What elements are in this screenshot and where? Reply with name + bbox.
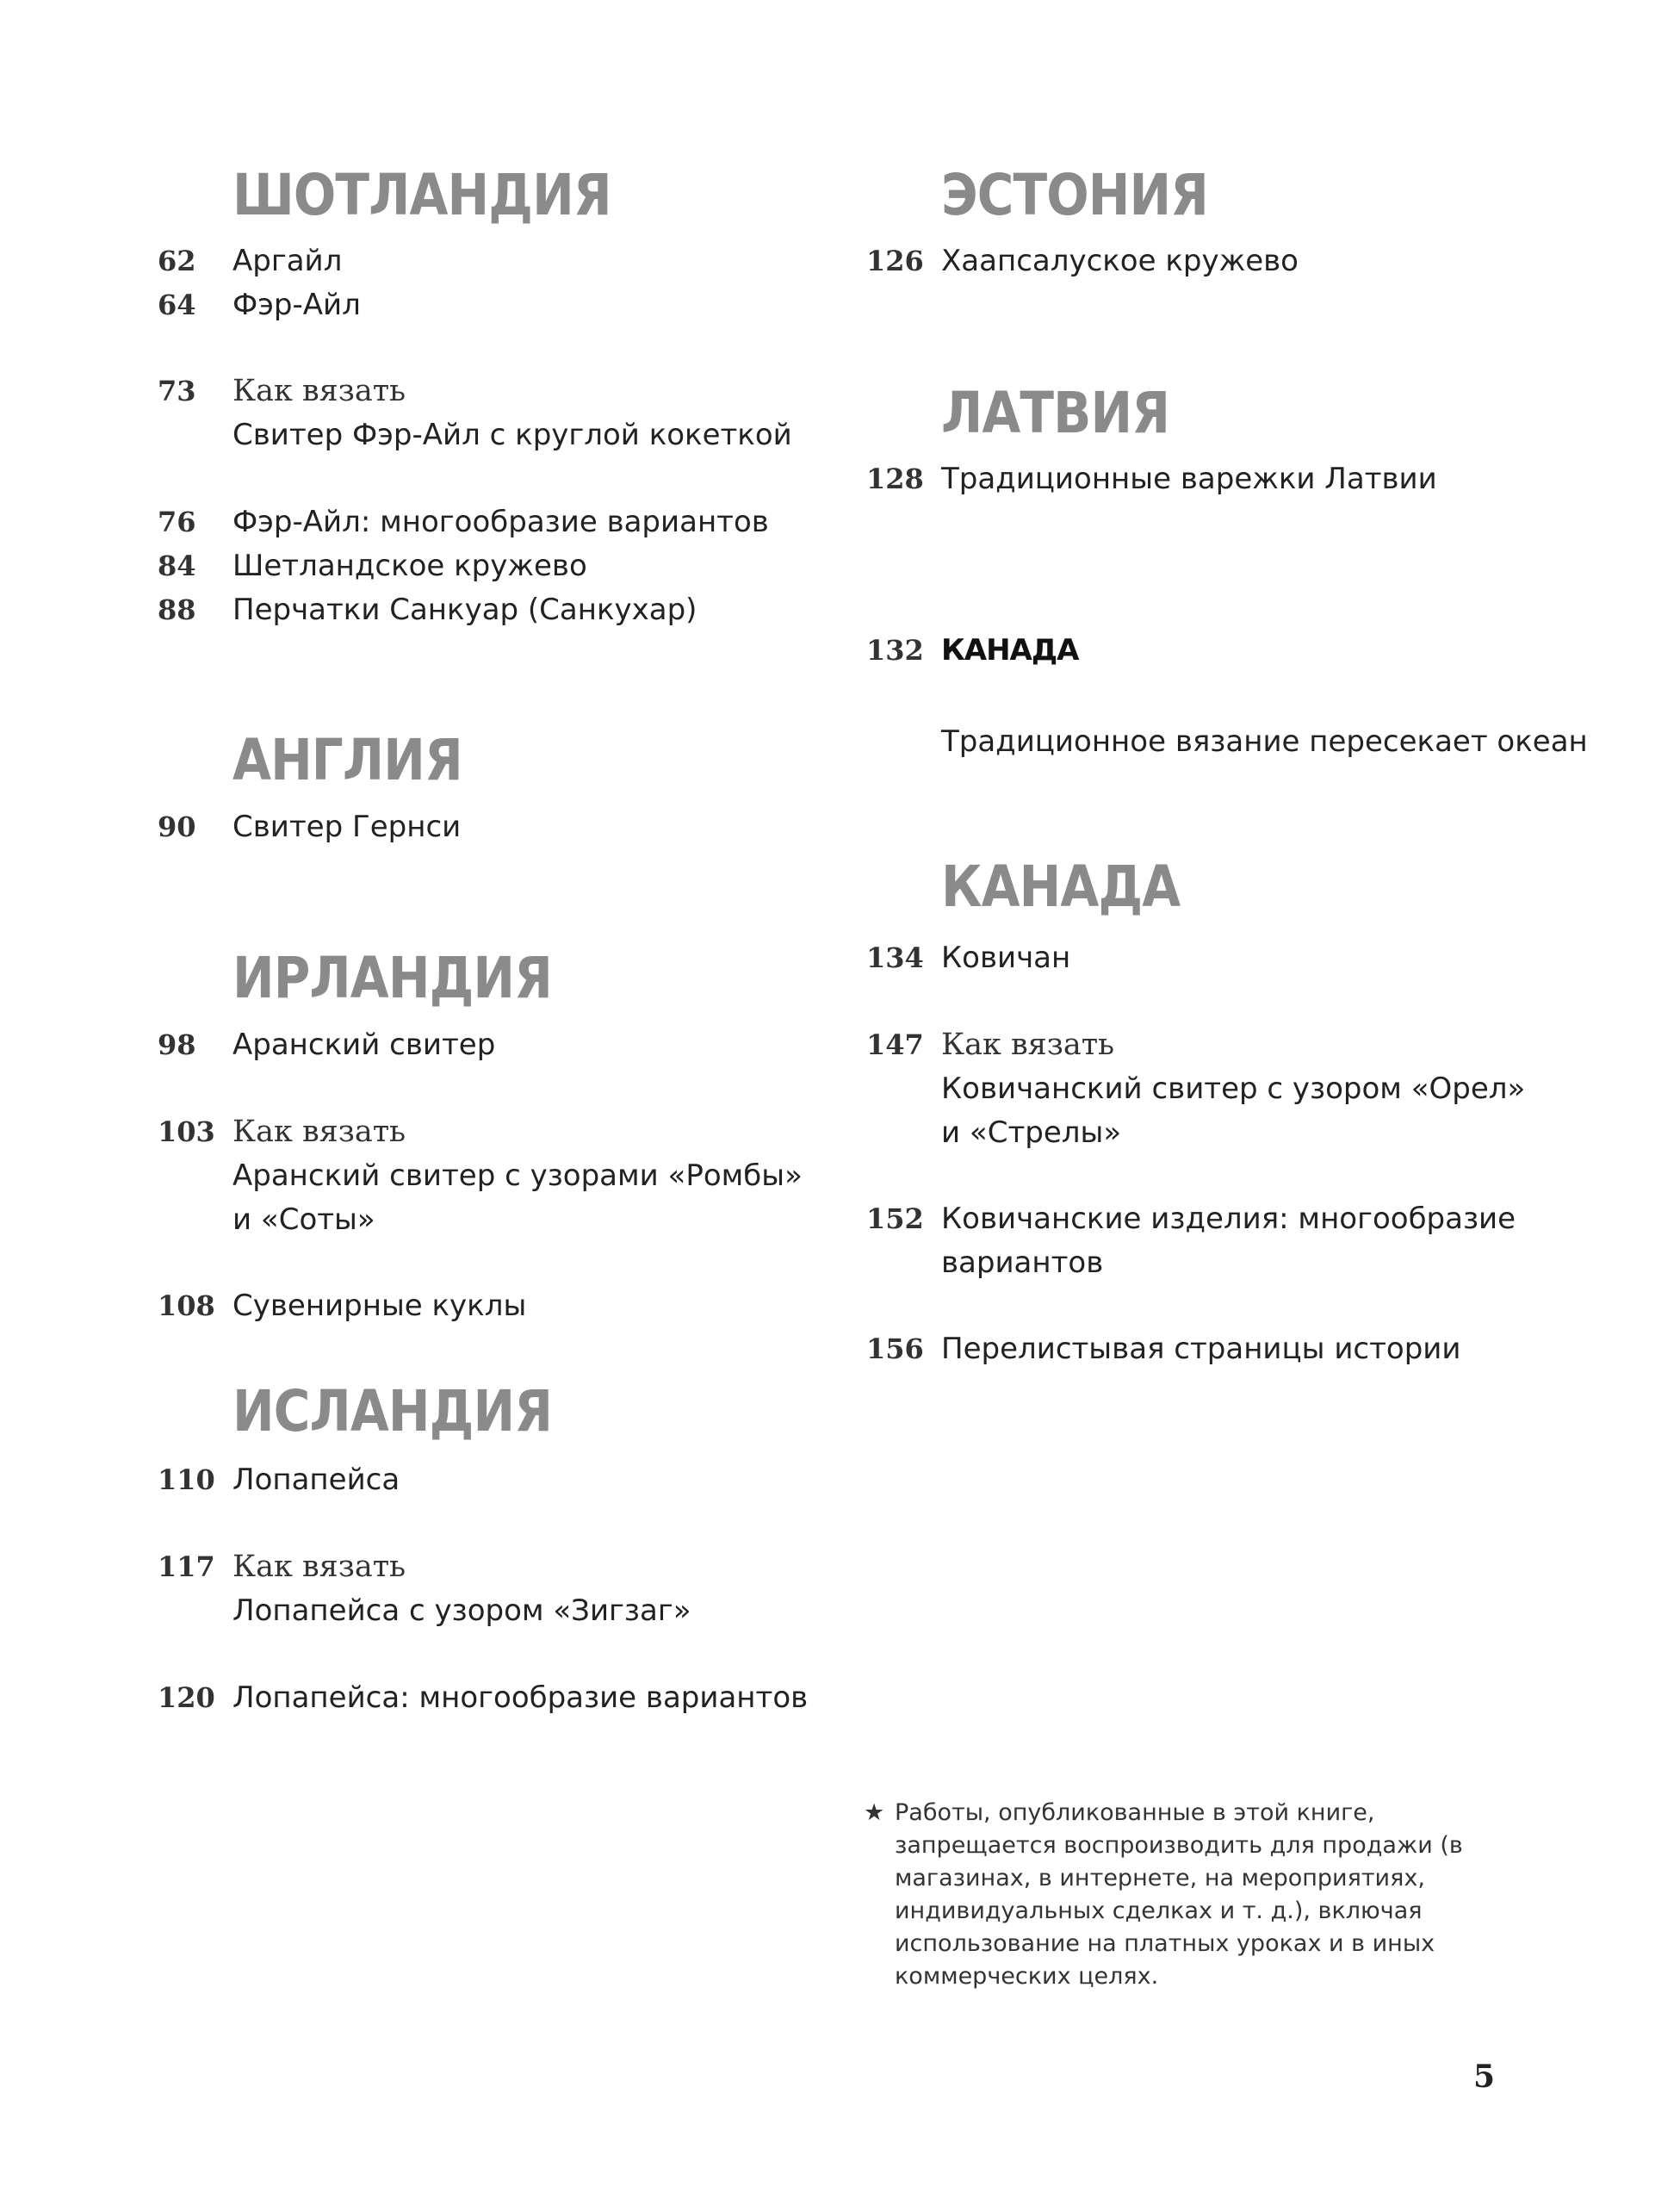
page-number: 120 <box>158 1681 215 1714</box>
entry-title: Фэр-Айл <box>232 288 361 322</box>
toc-entry <box>158 239 829 283</box>
page-number: 147 <box>866 1028 924 1061</box>
toc-entry <box>158 587 829 632</box>
toc-entry <box>866 239 1555 283</box>
toc-entry <box>158 1544 829 1589</box>
toc-entry <box>158 369 829 413</box>
howto-label: Как вязать <box>232 1550 406 1584</box>
entry-title: Хаапсалуское кружево <box>941 244 1299 278</box>
entry-title: вариантов <box>941 1245 1104 1280</box>
footnote-text: Работы, опубликованные в этой книге, запрещается воспроизводить для продажи (в магазинах, в интернете, на мероприятиях, индивидуальных сделках и т. д.), включая использование на платных уроках и в иных коммерческих целях. <box>895 1799 1463 1990</box>
page-number: 134 <box>866 941 924 974</box>
toc-entry-continuation <box>158 413 829 457</box>
entry-title: Ковичанские изделия: многообразие <box>941 1202 1516 1236</box>
entry-title: Аргайл <box>232 244 343 278</box>
footnote <box>864 1797 1518 1993</box>
page-number: 103 <box>158 1115 215 1148</box>
howto-label: Как вязать <box>941 1028 1115 1062</box>
toc-entry-continuation <box>866 1066 1555 1111</box>
section-heading-iceland: ИСЛАНДИЯ <box>232 1378 553 1444</box>
section-heading-estonia: ЭСТОНИЯ <box>941 162 1209 228</box>
howto-label: Как вязать <box>232 374 406 408</box>
toc-entry <box>866 1196 1555 1241</box>
page-number: 64 <box>158 289 196 321</box>
page-number: 62 <box>158 245 196 277</box>
toc-entry <box>158 543 829 588</box>
entry-title: Сувенирные куклы <box>232 1289 527 1323</box>
entry-title: Традиционное вязание пересекает океан <box>941 724 1588 759</box>
entry-title: Шетландское кружево <box>232 549 587 583</box>
toc-entry-continuation <box>866 1240 1555 1285</box>
entry-title: Ковичан <box>941 941 1071 975</box>
toc-entry <box>158 804 829 849</box>
toc-entry <box>158 1022 829 1067</box>
toc-entry-continuation <box>866 719 1588 764</box>
entry-title: Лопапейса <box>232 1463 400 1497</box>
toc-entry <box>158 500 829 544</box>
toc-entry <box>866 1326 1555 1371</box>
entry-title: Фэр-Айл: многообразие вариантов <box>232 505 769 539</box>
page-number: 73 <box>158 375 196 407</box>
toc-entry <box>158 283 829 327</box>
toc-entry <box>866 935 1555 980</box>
page-number: 117 <box>158 1550 215 1583</box>
inline-section-heading: КАНАДА <box>941 633 1079 668</box>
toc-entry-continuation <box>158 1153 829 1198</box>
page-number: 110 <box>158 1463 215 1496</box>
entry-title: и «Стрелы» <box>941 1115 1122 1150</box>
toc-entry-continuation <box>866 1110 1555 1155</box>
page-number-footer: 5 <box>1472 2059 1495 2095</box>
page-number: 84 <box>158 550 196 582</box>
toc-entry <box>158 1109 829 1154</box>
toc-entry <box>866 457 1555 501</box>
star-icon: ★ <box>864 1799 885 1826</box>
toc-entry-continuation <box>158 1197 829 1242</box>
page-number: 126 <box>866 245 924 277</box>
toc-entry <box>866 628 1555 673</box>
toc-entry <box>158 1457 829 1502</box>
page-number: 132 <box>866 634 924 667</box>
page-number: 98 <box>158 1028 196 1061</box>
section-heading-latvia: ЛАТВИЯ <box>941 380 1170 446</box>
entry-title: Свитер Гернси <box>232 810 462 844</box>
section-heading-england: АНГЛИЯ <box>232 727 462 793</box>
page-number: 156 <box>866 1332 924 1365</box>
toc-entry-continuation <box>158 1588 829 1633</box>
section-heading-ireland: ИРЛАНДИЯ <box>232 945 553 1011</box>
entry-title: Перелистывая страницы истории <box>941 1332 1461 1366</box>
entry-title: Лопапейса с узором «Зигзаг» <box>232 1593 691 1628</box>
page-number: 76 <box>158 506 196 538</box>
page-number: 128 <box>866 463 924 495</box>
entry-title: Традиционные варежки Латвии <box>941 462 1437 496</box>
section-heading-scotland: ШОТЛАНДИЯ <box>232 162 611 228</box>
toc-entry <box>158 1675 829 1720</box>
entry-title: Свитер Фэр-Айл с круглой кокеткой <box>232 418 792 452</box>
page-number: 108 <box>158 1289 215 1322</box>
entry-title: Ковичанский свитер с узором «Орел» <box>941 1071 1526 1106</box>
page-number: 152 <box>866 1202 924 1235</box>
toc-entry <box>866 1022 1555 1067</box>
entry-title: Лопапейса: многообразие вариантов <box>232 1680 809 1715</box>
entry-title: Аранский свитер с узорами «Ромбы» <box>232 1158 803 1193</box>
section-heading-canada: КАНАДА <box>941 854 1181 920</box>
entry-title: и «Соты» <box>232 1202 375 1237</box>
toc-entry <box>158 1283 829 1328</box>
entry-title: Перчатки Санкуар (Санкухар) <box>232 593 697 627</box>
page-number: 88 <box>158 593 196 626</box>
entry-title: Аранский свитер <box>232 1028 496 1062</box>
howto-label: Как вязать <box>232 1115 406 1149</box>
page-number: 90 <box>158 811 196 843</box>
